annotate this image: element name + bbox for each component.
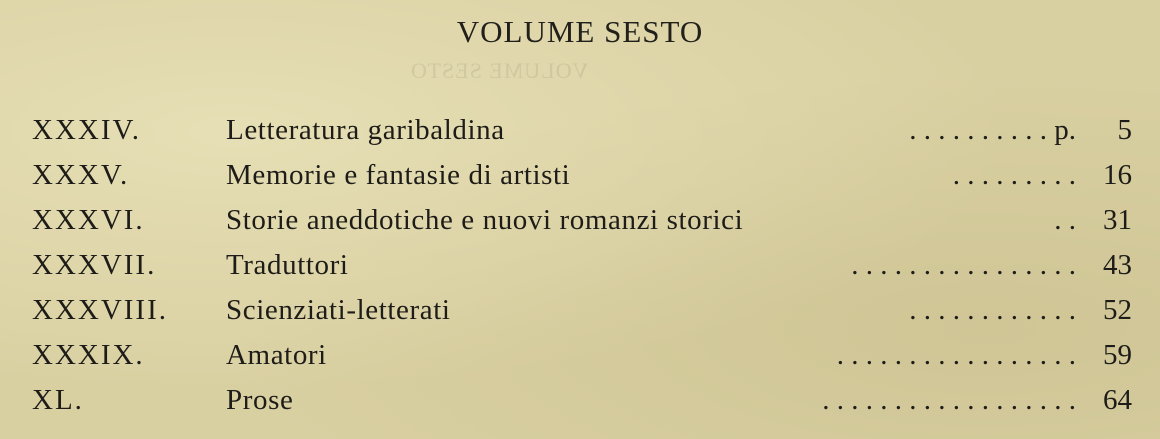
dot-leaders: . . . . . . . . . . . .	[909, 294, 1076, 326]
dot-leaders: . . . . . . . . . . . . . . . . .	[836, 339, 1076, 371]
toc-entry	[32, 153, 1132, 198]
page-number: 43	[1103, 249, 1132, 281]
toc-entry	[32, 288, 1132, 333]
dot-leaders: . . . . . . . . .	[952, 159, 1076, 191]
show-through-text: VOLUME SESTO	[410, 58, 589, 83]
chapter-number: XXXVII.	[32, 249, 157, 281]
chapter-title: Storie aneddotiche e nuovi romanzi storici	[226, 204, 744, 236]
toc-entry	[32, 108, 1132, 153]
toc-entry	[32, 243, 1132, 288]
chapter-title: Prose	[226, 384, 294, 416]
toc-entry	[32, 378, 1132, 423]
chapter-number: XL.	[32, 384, 84, 416]
toc-entry	[32, 198, 1132, 243]
toc-entry	[32, 333, 1132, 378]
chapter-title: Traduttori	[226, 249, 349, 281]
page-number: 64	[1103, 384, 1132, 416]
chapter-number: XXXV.	[32, 159, 130, 191]
dot-leaders: . . . . . . . . . . p.	[909, 114, 1076, 146]
table-of-contents	[32, 108, 1132, 423]
page-number: 5	[1117, 114, 1132, 146]
chapter-title: Letteratura garibaldina	[226, 114, 505, 146]
chapter-title: Scienziati-letterati	[226, 294, 451, 326]
chapter-number: XXXVIII.	[32, 294, 168, 326]
chapter-title: Amatori	[226, 339, 327, 371]
page-number: 31	[1103, 204, 1132, 236]
chapter-title: Memorie e fantasie di artisti	[226, 159, 571, 191]
page-number: 52	[1103, 294, 1132, 326]
volume-heading: VOLUME SESTO	[456, 14, 704, 49]
dot-leaders: . . . . . . . . . . . . . . . .	[851, 249, 1076, 281]
dot-leaders: . .	[1054, 204, 1076, 236]
dot-leaders: . . . . . . . . . . . . . . . . . .	[822, 384, 1076, 416]
chapter-number: XXXVI.	[32, 204, 145, 236]
page-number: 16	[1103, 159, 1132, 191]
page-number: 59	[1103, 339, 1132, 371]
chapter-number: XXXIV.	[32, 114, 141, 146]
chapter-number: XXXIX.	[32, 339, 145, 371]
